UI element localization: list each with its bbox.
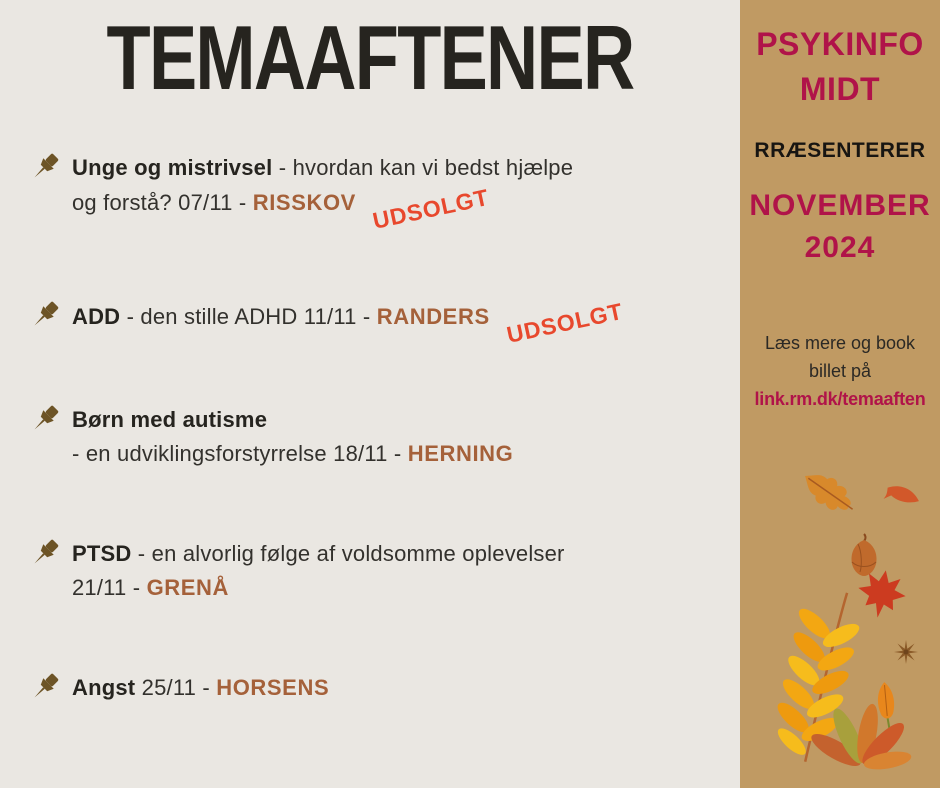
- event-item-add: [28, 297, 718, 348]
- event-text: [72, 670, 329, 705]
- event-topic: ADD: [72, 304, 121, 329]
- cta-text: [740, 329, 940, 385]
- event-date: 25/11 -: [135, 675, 217, 700]
- autumn-leaf-icon: [884, 482, 922, 510]
- orange-leaf-icon: [876, 681, 896, 728]
- pushpin-icon: [28, 536, 62, 570]
- autumn-leaves-decoration: [740, 440, 940, 788]
- event-date: og forstå? 07/11 -: [72, 190, 253, 215]
- month-label: [740, 185, 940, 269]
- event-city: RISSKOV: [252, 190, 356, 215]
- brand-line2: MIDT: [799, 71, 881, 107]
- cta-line1: Læs mere og book: [764, 333, 916, 353]
- cta-line2: billet på: [808, 361, 872, 381]
- pushpin-icon: [28, 298, 62, 332]
- month-line2: 2024: [804, 231, 876, 264]
- presents-label: RRÆSENTERER: [754, 139, 926, 162]
- event-text: [72, 402, 513, 471]
- event-city: HERNING: [407, 441, 514, 466]
- event-city: HORSENS: [216, 675, 330, 700]
- booking-link: link.rm.dk/temaaften: [754, 389, 926, 409]
- event-topic: Angst: [72, 675, 136, 700]
- event-text: [72, 297, 625, 348]
- month-line1: NOVEMBER: [749, 189, 931, 222]
- soldout-badge: UDSOLGT: [370, 183, 492, 234]
- event-city: GRENÅ: [146, 575, 230, 600]
- event-topic: Børn med autisme: [72, 407, 268, 432]
- brand-line1: PSYKINFO: [756, 26, 924, 62]
- event-topic: Unge og mistrivsel: [72, 155, 273, 180]
- poster-title: TEMAAFTENER: [106, 7, 634, 109]
- event-topic: PTSD: [72, 541, 132, 566]
- pushpin-icon: [28, 402, 62, 436]
- physalis-pod-icon: [852, 534, 877, 576]
- event-city: RANDERS: [376, 304, 490, 329]
- event-item-unge-og-mistrivsel: [28, 150, 718, 234]
- pushpin-icon: [28, 670, 62, 704]
- event-description: - den stille ADHD 11/11 -: [120, 304, 377, 329]
- star-anise-icon: [894, 640, 918, 664]
- brand-name: [740, 22, 940, 112]
- event-item-boern-med-autisme: [28, 402, 718, 471]
- event-date: 21/11 -: [72, 575, 147, 600]
- event-item-ptsd: [28, 536, 718, 605]
- event-text: [72, 150, 574, 234]
- sidebar: [740, 0, 940, 788]
- soldout-badge: UDSOLGT: [504, 297, 625, 348]
- event-date: - en udviklingsforstyrrelse 18/11 -: [72, 441, 408, 466]
- event-description: - en alvorlig følge af voldsomme oplevelser: [131, 541, 565, 566]
- event-description: - hvordan kan vi bedst hjælpe: [272, 155, 574, 180]
- event-text: [72, 536, 565, 605]
- oak-leaf-icon: [797, 464, 861, 521]
- pushpin-icon: [28, 150, 62, 184]
- event-item-angst: [28, 670, 718, 705]
